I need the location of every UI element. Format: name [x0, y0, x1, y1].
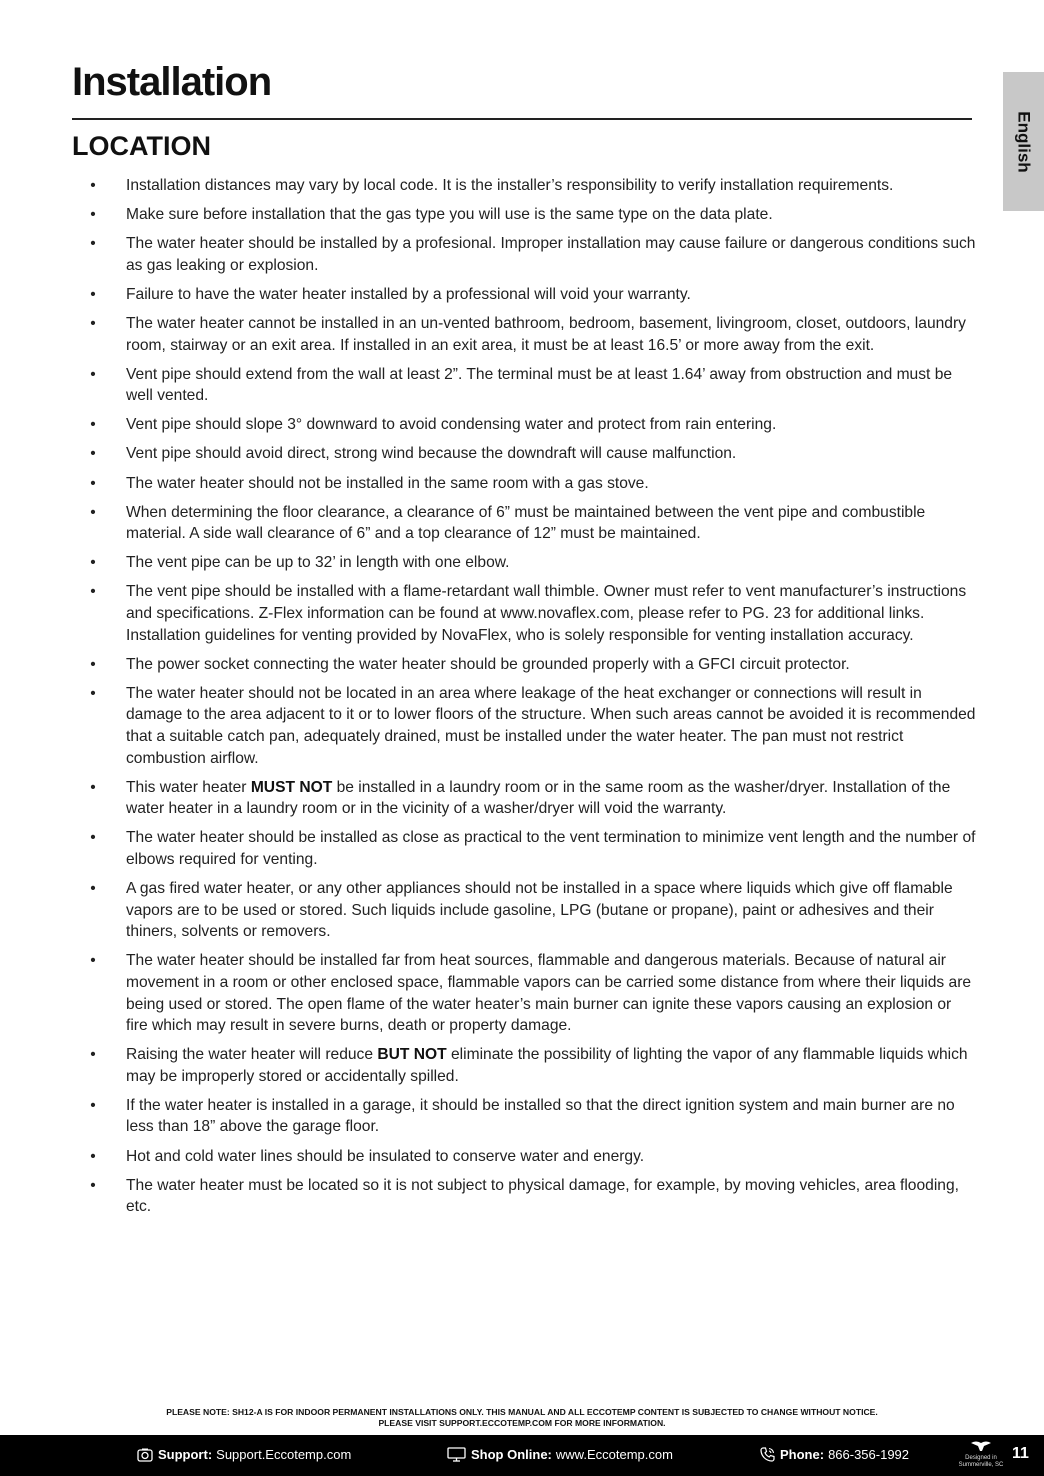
- emphasis-text: MUST NOT: [250, 778, 333, 796]
- list-item-text: Failure to have the water heater installed by a professional will void your warranty.: [126, 285, 691, 303]
- footer-support[interactable]: [137, 1447, 351, 1462]
- list-item: [88, 204, 976, 226]
- designed-in-line-2: Summerville, SC: [958, 1462, 1004, 1468]
- list-item: [88, 683, 976, 769]
- designed-in-line-1: Designed in: [965, 1455, 997, 1461]
- phone-label: Phone:: [780, 1447, 825, 1462]
- footer-note-line-2: PLEASE VISIT SUPPORT.ECCOTEMP.COM FOR MORE INFORMATION.: [378, 1418, 666, 1428]
- title-divider: [72, 118, 972, 120]
- language-tab[interactable]: [1003, 72, 1044, 211]
- emphasis-text: BUT NOT: [377, 1046, 447, 1064]
- list-item-text: Vent pipe should slope 3° downward to avoid condensing water and protect from rain entering.: [126, 416, 777, 434]
- footer-shop[interactable]: [447, 1447, 673, 1462]
- list-item-text: The water heater cannot be installed in an un-vented bathroom, bedroom, basement, livingroom, closet, outdoors, laundry room, stairway or an exit area. If installed in an exit area, it must be at least 16.5’ or more away from the exit.: [126, 314, 966, 354]
- list-item: [88, 313, 976, 356]
- shop-label: Shop Online:: [471, 1447, 552, 1462]
- bullet-dot: •: [90, 1176, 96, 1194]
- bullet-dot: •: [90, 314, 96, 332]
- list-item-text: The water heater should be installed as close as practical to the vent termination to minimize vent length and the number of elbows required for venting.: [126, 829, 976, 868]
- list-item: [88, 950, 976, 1036]
- bullet-dot: •: [90, 285, 96, 303]
- bullet-dot: •: [90, 554, 96, 572]
- phone-number[interactable]: 866-356-1992: [828, 1447, 910, 1462]
- list-item: [88, 443, 976, 465]
- list-item-text: The water heater should not be installed in the same room with a gas stove.: [126, 474, 649, 492]
- footer-bar: [0, 1435, 1044, 1476]
- list-item: [88, 175, 976, 197]
- shop-link[interactable]: www.Eccotemp.com: [555, 1447, 673, 1462]
- bullet-dot: •: [90, 880, 96, 898]
- bullet-dot: •: [90, 474, 96, 492]
- bullet-dot: •: [90, 365, 96, 383]
- bullet-dot: •: [90, 1046, 96, 1064]
- list-item: [88, 654, 976, 676]
- list-item: [88, 552, 976, 574]
- bullet-dot: •: [90, 416, 96, 434]
- list-item-text: When determining the floor clearance, a clearance of 6” must be maintained between the vent pipe and combustible material. A side wall clearance of 6” and a top clearance of 12” must be maintained.: [126, 503, 926, 543]
- list-item: [88, 581, 976, 646]
- list-item: [88, 1095, 976, 1138]
- bullet-dot: •: [90, 177, 96, 194]
- list-item-text: be installed in a laundry room or in the same room as the washer/dryer. Installation of the water heater in a laundry room or in the vicinity of a washer/dryer will void the warranty.: [126, 778, 951, 818]
- bullet-dot: •: [90, 503, 96, 521]
- bullet-dot: •: [90, 778, 96, 796]
- language-tab-label: English: [1014, 110, 1034, 173]
- list-item: [88, 414, 976, 436]
- list-item-text: Vent pipe should extend from the wall at least 2”. The terminal must be at least 1.64’ away from obstruction and must be well vented.: [126, 365, 953, 405]
- list-item: [88, 502, 976, 545]
- support-icon: [137, 1448, 153, 1462]
- list-item-text: The vent pipe can be up to 32’ in length with one elbow.: [126, 554, 510, 572]
- list-item: [88, 1146, 976, 1168]
- list-item: [88, 1175, 976, 1218]
- bullet-dot: •: [90, 206, 96, 224]
- support-link[interactable]: Support.Eccotemp.com: [216, 1447, 352, 1462]
- bullet-dot: •: [90, 684, 96, 702]
- list-item: [88, 1044, 976, 1087]
- list-item-text: Hot and cold water lines should be insulated to conserve water and energy.: [126, 1147, 645, 1165]
- footer-note-line-1: PLEASE NOTE: SH12-A IS FOR INDOOR PERMANENT INSTALLATIONS ONLY. THIS MANUAL AND ALL ECCOTEMP CONTENT IS SUBJECTED TO CHANGE WITHOUT NOTICE.: [166, 1407, 878, 1417]
- bullet-dot: •: [90, 583, 96, 601]
- list-item-text: Vent pipe should avoid direct, strong wind because the downdraft will cause malfunction.: [126, 445, 737, 463]
- location-requirements-list: [88, 175, 976, 1225]
- phone-icon: [760, 1447, 775, 1462]
- footer-note: [0, 1407, 1044, 1429]
- monitor-icon: [447, 1447, 466, 1462]
- bullet-dot: •: [90, 1096, 96, 1114]
- support-label: Support:: [158, 1447, 213, 1462]
- page-number: 11: [1012, 1445, 1029, 1462]
- section-heading: LOCATION: [72, 131, 211, 161]
- designed-in-badge: [956, 1439, 1006, 1469]
- bullet-dot: •: [90, 655, 96, 673]
- footer-phone[interactable]: [760, 1447, 909, 1462]
- list-item-text: If the water heater is installed in a garage, it should be installed so that the direct ignition system and main burner are no less than 18” above the garage floor.: [126, 1096, 955, 1136]
- list-item-text: The power socket connecting the water heater should be grounded properly with a GFCI circuit protector.: [126, 655, 850, 673]
- page-title: Installation: [72, 60, 272, 104]
- list-item-text: This water heater: [126, 778, 251, 796]
- bullet-dot: •: [90, 829, 96, 847]
- list-item-text: Installation distances may vary by local code. It is the installer’s responsibility to verify installation requirements.: [126, 177, 894, 194]
- list-item-text: The water heater should be installed by a profesional. Improper installation may cause failure or dangerous conditions such as gas leaking or explosion.: [126, 235, 976, 274]
- list-item: [88, 233, 976, 276]
- list-item-text: eliminate the possibility of lighting the vapor of any flammable liquids which may be improperly stored or accidentally spilled.: [126, 1046, 968, 1085]
- list-item: [88, 878, 976, 943]
- list-item-text: The vent pipe should be installed with a flame-retardant wall thimble. Owner must refer to vent manufacturer’s instructions and specifications. Z-Flex information can be found at www.novaflex.com, please refer to PG. 23 for additional links. Installation guidelines for venting provided by NovaFlex, who is solely responsible for venting installation accuracy.: [126, 583, 967, 644]
- list-item: [88, 473, 976, 495]
- palmetto-logo-icon: [970, 1439, 992, 1452]
- list-item: [88, 777, 976, 820]
- list-item-text: Make sure before installation that the gas type you will use is the same type on the data plate.: [126, 206, 773, 224]
- list-item-text: The water heater must be located so it is not subject to physical damage, for example, by moving vehicles, area flooding, etc.: [126, 1176, 959, 1216]
- bullet-dot: •: [90, 235, 96, 253]
- bullet-dot: •: [90, 1147, 96, 1165]
- list-item-text: A gas fired water heater, or any other appliances should not be installed in a space where liquids which give off flamable vapors are to be used or stored. Such liquids include gasoline, LPG (butane or propane), paint or adhesives and their thiners, solvents or removers.: [126, 880, 953, 941]
- list-item-text: The water heater should not be located in an area where leakage of the heat exchanger or connections will result in damage to the area adjacent to it or to lower floors of the structure. When such areas cannot be avoided it is recommended that a suitable catch pan, adequately drained, must be installed under the water heater. The pan must not restrict combustion airflow.: [126, 684, 976, 767]
- list-item: [88, 827, 976, 870]
- list-item-text: The water heater should be installed far from heat sources, flammable and dangerous materials. Because of natural air movement in a room or other enclosed space, flammable vapors can be carried some distance from where their liquids are being used or stored. The open flame of the water heater’s main burner can ignite these vapors causing an explosion or fire which may result in severe burns, death or property damage.: [126, 952, 972, 1035]
- list-item-text: Raising the water heater will reduce: [126, 1046, 378, 1064]
- list-item: [88, 364, 976, 407]
- bullet-dot: •: [90, 445, 96, 463]
- list-item: [88, 284, 976, 306]
- bullet-dot: •: [90, 952, 96, 970]
